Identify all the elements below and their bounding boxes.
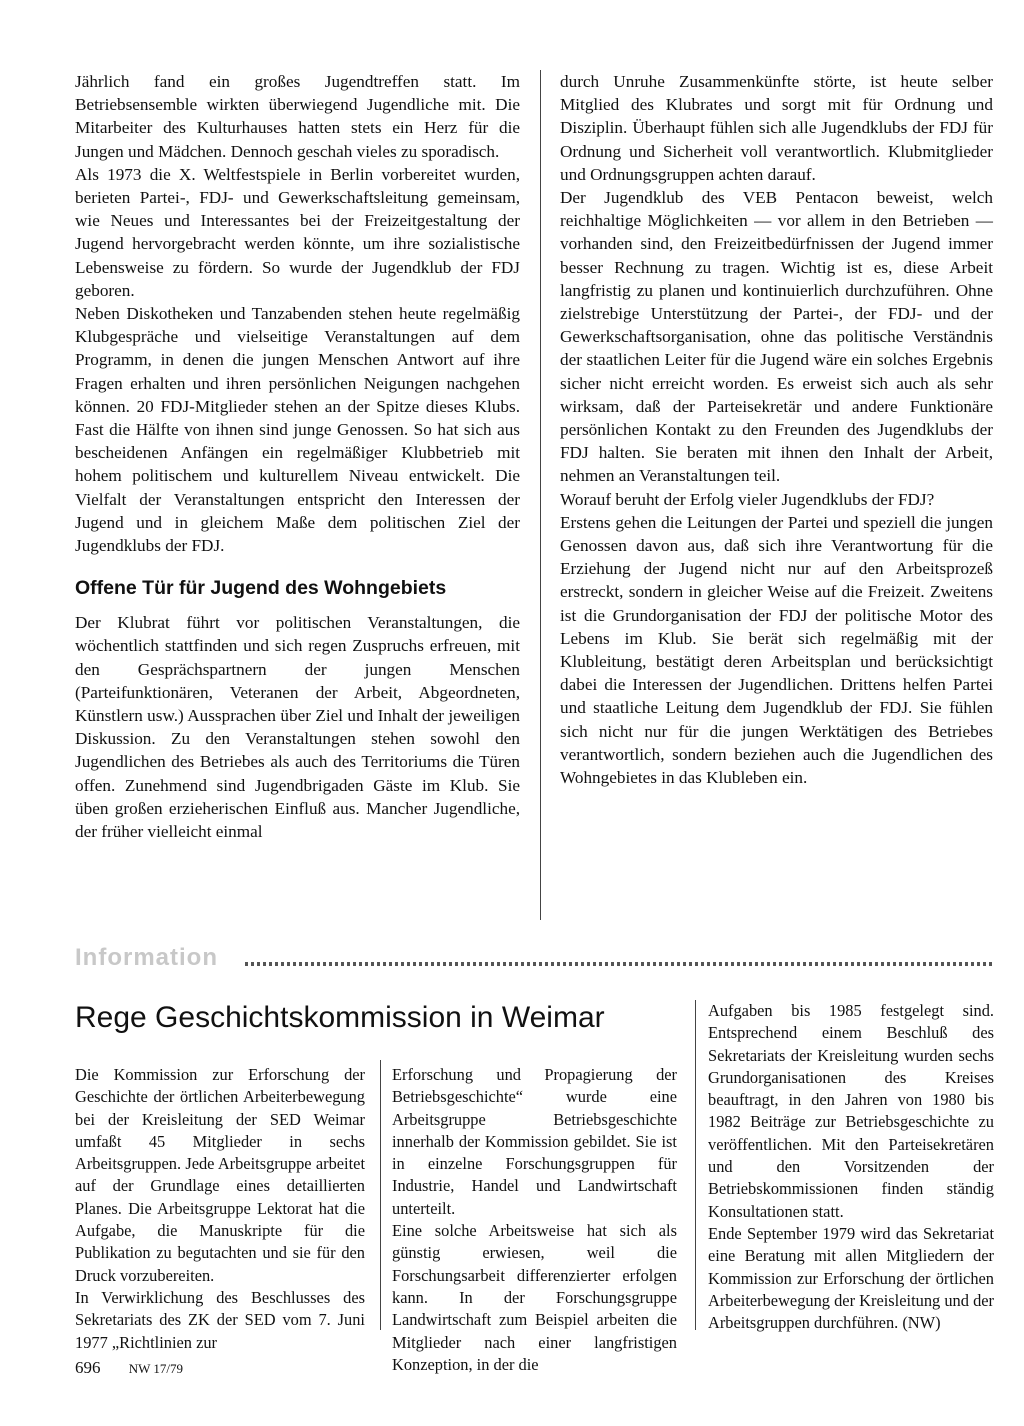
page-number: 696 [75, 1358, 101, 1377]
article-column-3 [708, 1000, 994, 1334]
paragraph: Erforschung und Propagierung der Betriebsgeschichte“ wurde eine Arbeitsgruppe Betriebsgeschichte innerhalb der Kommission gebildet. Sie ist in einzelne Forschungsgruppen für Industrie, Handel und Landwirtschaft unterteilt. [392, 1065, 677, 1218]
paragraph: Aufgaben bis 1985 festgelegt sind. Entsprechend einem Beschluß des Sekretariats der Kreisleitung wurden sechs Grundorganisationen des Kreises beauftragt, in den Jahren von 1980 bis 1982 Beiträge zur Betriebsgeschichte zu veröffentlichen. Mit den Parteisekretären und den Vorsitzenden der Betriebskommissionen finden ständig Konsultationen statt. [708, 1001, 994, 1221]
paragraph: Ende September 1979 wird das Sekretariat eine Beratung mit allen Mitgliedern der Kommission zur Erforschung der örtlichen Arbeiterbewegung der Kreisleitung und der Arbeitsgruppen durchführen. (NW) [708, 1223, 994, 1333]
paragraph: Jährlich fand ein großes Jugendtreffen statt. Im Betriebsensemble wirkten überwiegend Jugendliche mit. Die Mitarbeiter des Kulturhauses hatten stets ein Herz für die Jungen und Mädchen. Dennoch geschah vieles zu sporadisch. [75, 72, 520, 161]
section-subheading: Offene Tür für Jugend des Wohngebiets [75, 577, 447, 600]
dotted-rule [245, 962, 995, 966]
paragraph: Neben Diskotheken und Tanzabenden stehen heute regelmäßig Klubgespräche und vielseitige Veranstaltungen auf dem Programm, in denen die jungen Menschen Antwort auf ihre Fragen erhalten und ihren persönlichen Neigungen nachgehen können. 20 FDJ-Mitglieder stehen an der Spitze dieses Klubs. Fast die Hälfte von ihnen sind junge Genossen. So hat sich aus bescheidenen Anfängen ein regelmäßiger Klubbetrieb mit hohem politischem und kulturellem Niveau entwickelt. Die Vielfalt der Veranstaltungen entspricht den Interessen der Jugend und in gleichem Maße dem politischen Ziel der Jugendklubs der FDJ. [75, 304, 520, 556]
column-divider [695, 1000, 696, 1330]
left-column [75, 70, 520, 843]
paragraph: In Verwirklichung des Beschlusses des Sekretariats des ZK der SED vom 7. Juni 1977 „Richtlinien zur [75, 1287, 365, 1352]
journal-reference: NW 17/79 [128, 1361, 184, 1376]
information-band [75, 944, 995, 974]
paragraph: Die Kommission zur Erforschung der Geschichte der örtlichen Arbeiterbewegung bei der Kreisleitung der SED Weimar umfaßt 45 Mitglieder in sechs Arbeitsgruppen. Jede Arbeitsgruppe arbeitet auf der Grundlage eines detaillierten Planes. Die Arbeitsgruppe Lektorat hat die Aufgabe, die Manuskripte für die Publikation zu begutachten und sie für den Druck vorzubereiten. [75, 1065, 365, 1285]
column-divider [380, 1060, 381, 1330]
page-footer [75, 1358, 183, 1378]
information-label: Information [75, 944, 218, 971]
paragraph: Erstens gehen die Leitungen der Partei und speziell die jungen Genossen davon aus, daß sich ihre Verantwortung für die Erziehung der Jugend nicht nur auf den Arbeitsprozeß erstreckt, sondern in gleicher Weise auf die Freizeit. Zweitens ist die Grundorganisation der FDJ der politische Motor des Lebens im Klub. Sie berät sich regelmäßig mit der Klubleitung, bestätigt deren Arbeitsplan und berücksichtigt dabei die Interessen der Jugendlichen. Drittens helfen Partei und staatliche Leitung dem Jugendklub der FDJ. Sie fühlen sich nicht nur für die jungen Werktätigen des Betriebes verantwortlich, sondern beziehen auch die Jugendlichen des Wohngebietes in das Klubleben ein. [560, 512, 993, 788]
column-divider [540, 70, 541, 920]
paragraph: Der Jugendklub des VEB Pentacon beweist, welch reichhaltige Möglichkeiten — vor allem in den Betrieben — vorhanden sind, den Freizeitbedürfnissen der Jugend immer besser Rechnung zu tragen. Wichtig ist es, diese Arbeit langfristig zu planen und kontinuierlich durchzuführen. Ohne zielstrebige Unterstützung der Partei-, der FDJ- und der Gewerkschaftsorganisation, ohne das politische Verständnis der staatlichen Leiter für die Jugend wäre ein solches Ergebnis sicher nicht erreicht worden. Es erweist sich auch als sehr wirksam, daß der Parteisekretär und andere Funktionäre persönlichen Kontakt zu den Freunden des Jugendklubs der FDJ halten. Sie beraten mit ihnen den Inhalt der Arbeit, nehmen an Veranstaltungen teil. [560, 188, 993, 486]
article-column-2 [392, 1064, 677, 1376]
paragraph: Der Klubrat führt vor politischen Veranstaltungen, die wöchentlich stattfinden und sich regen Zuspruchs erfreuen, mit den Gesprächspartnern der jungen Menschen (Parteifunktionären, Veteranen der Arbeit, Abgeordneten, Künstlern usw.) Aussprachen über Ziel und Inhalt der jeweiligen Diskussion. Zu den Veranstaltungen stehen sowohl den Jugendlichen des Betriebes als auch des Territoriums die Türen offen. Zunehmend sind Jugendbrigaden Gäste im Klub. Sie üben großen erzieherischen Einfluß aus. Mancher Jugendliche, der früher vielleicht einmal [75, 613, 520, 842]
paragraph: Worauf beruht der Erfolg vieler Jugendklubs der FDJ? [560, 489, 935, 509]
paragraph: durch Unruhe Zusammenkünfte störte, ist heute selber Mitglied des Klubrates und sorgt mit für Ordnung und Disziplin. Überhaupt fühlen sich alle Jugendklubs der FDJ für Ordnung und Sicherheit voll verantwortlich. Klubmitglieder und Ordnungsgruppen achten darauf. [560, 72, 993, 184]
paragraph: Als 1973 die X. Weltfestspiele in Berlin vorbereitet wurden, berieten Partei-, FDJ- und Gewerkschaftsleitung gemeinsam, wie Neues und Interessantes bei der Freizeitgestaltung der Jugend hervorgebracht werden könnte, um ihre sozialistische Lebensweise zu fördern. So wurde der Jugendklub der FDJ geboren. [75, 164, 520, 300]
right-column [560, 70, 993, 789]
paragraph: Eine solche Arbeitsweise hat sich als günstig erwiesen, weil die Forschungsarbeit differenzierter erfolgen kann. In der Forschungsgruppe Landwirtschaft zum Beispiel arbeiten die Mitglieder nach einer langfristigen Konzeption, in der die [392, 1221, 677, 1374]
article-title: Rege Geschichtskommission in Weimar [75, 1001, 605, 1034]
article-column-1 [75, 1064, 365, 1354]
